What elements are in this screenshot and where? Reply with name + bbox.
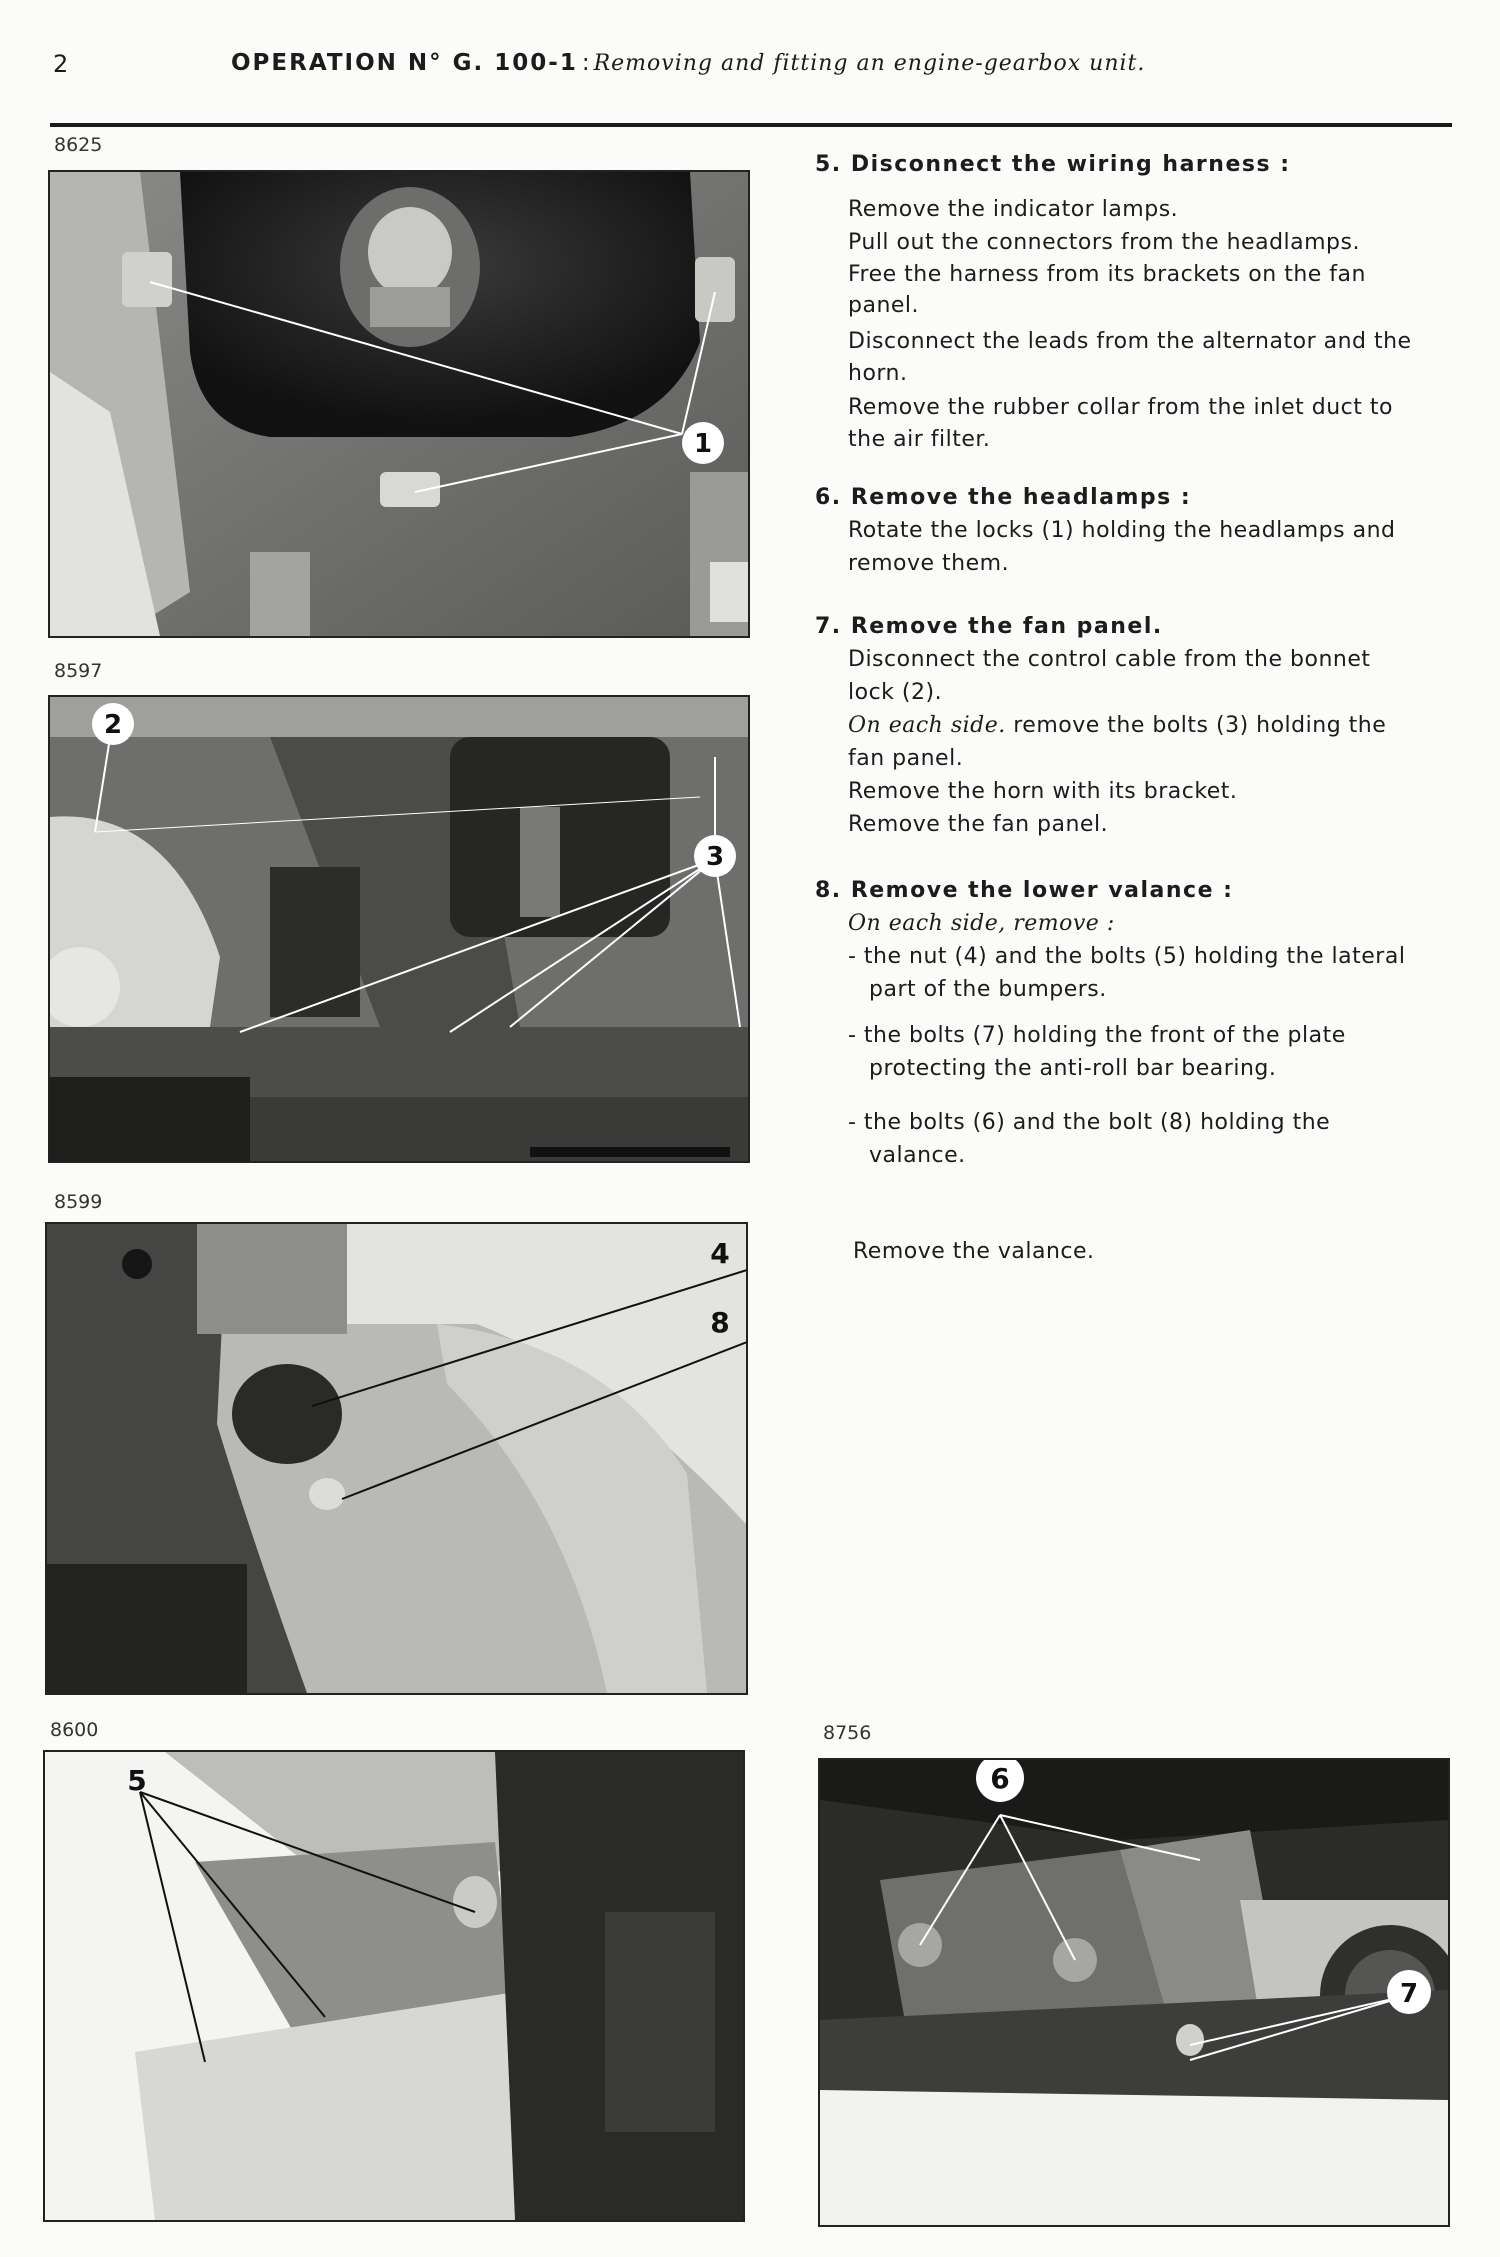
- section-5-line: Remove the rubber collar from the inlet duct to: [848, 395, 1393, 420]
- photo-number-8600: 8600: [50, 1719, 99, 1741]
- photo-number-8756: 8756: [823, 1722, 872, 1744]
- operation-subtitle: Removing and fitting an engine-gearbox unit.: [593, 51, 1146, 76]
- photo-nut-bolt: [45, 1222, 748, 1695]
- callout-6: [974, 1758, 1026, 1804]
- callout-8: [700, 1302, 740, 1342]
- photo-fan-panel: [48, 695, 750, 1163]
- section-7-heading: 7. Remove the fan panel.: [815, 614, 1163, 639]
- section-8-item: - the nut (4) and the bolts (5) holding the lateral: [848, 944, 1406, 969]
- section-5-line: Disconnect the leads from the alternator and the: [848, 329, 1412, 354]
- section-5-line: the air filter.: [848, 427, 991, 452]
- section-6-line: remove them.: [848, 551, 1010, 576]
- callout-3: [692, 833, 738, 879]
- operation-number: OPERATION N° G. 100-1: [231, 50, 578, 76]
- callout-1-label: 1: [693, 429, 713, 459]
- callout-7: [1385, 1968, 1433, 2016]
- section-5-line: Pull out the connectors from the headlamps.: [848, 230, 1360, 255]
- photo-number-8599: 8599: [54, 1191, 103, 1213]
- callout-8-label: 8: [710, 1306, 730, 1339]
- callout-5-label: 5: [127, 1764, 147, 1797]
- section-7-line: remove the bolts (3) holding the: [1013, 713, 1387, 738]
- section-7-line: Remove the horn with its bracket.: [848, 779, 1238, 804]
- callout-4: [700, 1233, 740, 1273]
- photo-number-8597: 8597: [54, 660, 103, 682]
- callout-6-label: 6: [990, 1762, 1010, 1795]
- photo-number-8625: 8625: [54, 134, 103, 156]
- callout-5: [117, 1760, 157, 1800]
- section-7-line: fan panel.: [848, 746, 964, 771]
- section-5-line: Free the harness from its brackets on the fan: [848, 262, 1366, 287]
- section-5-line: panel.: [848, 293, 920, 318]
- section-6-line: Rotate the locks (1) holding the headlamps and: [848, 518, 1396, 543]
- callout-1: [680, 420, 726, 466]
- photo-lateral-bolts: [43, 1750, 745, 2222]
- callout-7-label: 7: [1399, 1979, 1419, 2009]
- section-6: [815, 481, 1465, 580]
- section-8: [815, 874, 1465, 1172]
- section-7-line: Remove the fan panel.: [848, 812, 1109, 837]
- section-8-final: Remove the valance.: [853, 1239, 1095, 1264]
- callout-2: [90, 701, 136, 747]
- section-7-italic-lead: On each side.: [848, 713, 1006, 738]
- section-5-line: Remove the indicator lamps.: [848, 197, 1179, 222]
- section-7-line: Disconnect the control cable from the bonnet: [848, 647, 1371, 672]
- section-5-line: horn.: [848, 361, 908, 386]
- section-8-item-cont: protecting the anti-roll bar bearing.: [869, 1056, 1277, 1081]
- photo-headlamp-locks: [48, 170, 750, 638]
- section-6-heading: 6. Remove the headlamps :: [815, 485, 1192, 510]
- section-8-intro: On each side, remove :: [848, 911, 1115, 936]
- photo-valance-bolts: [818, 1758, 1450, 2227]
- callout-2-label: 2: [103, 710, 123, 740]
- section-8-item: - the bolts (7) holding the front of the plate: [848, 1023, 1346, 1048]
- section-8-item-cont: valance.: [869, 1143, 966, 1168]
- page-title: [231, 50, 1145, 76]
- section-8-item: - the bolts (6) and the bolt (8) holding the: [848, 1110, 1331, 1135]
- section-7: [815, 610, 1465, 841]
- title-separator: :: [581, 50, 590, 76]
- header-rule: [50, 123, 1452, 127]
- section-7-line: lock (2).: [848, 680, 943, 705]
- callout-4-label: 4: [710, 1237, 730, 1270]
- section-8-heading: 8. Remove the lower valance :: [815, 878, 1234, 903]
- page-number: 2: [53, 50, 69, 78]
- callout-3-label: 3: [705, 842, 725, 872]
- section-5-heading: 5. Disconnect the wiring harness :: [815, 152, 1291, 177]
- section-5: [815, 148, 1465, 455]
- section-8-item-cont: part of the bumpers.: [869, 977, 1107, 1002]
